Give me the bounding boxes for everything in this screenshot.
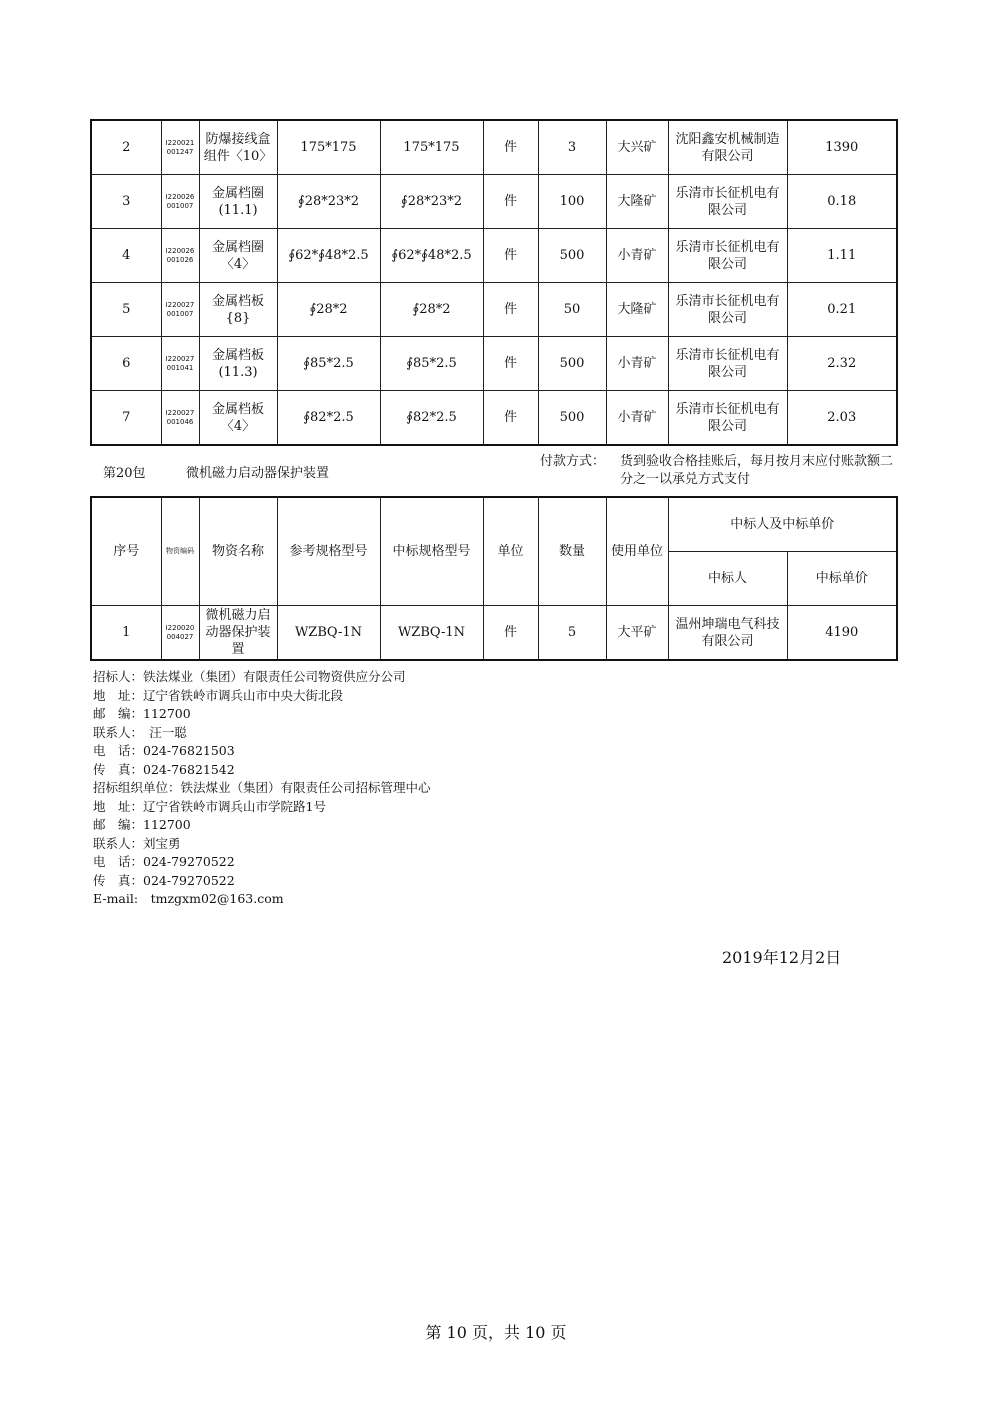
page-footer: 第 10 页，共 10 页 bbox=[425, 1323, 567, 1342]
cell-name: 金属档板〈4〉 bbox=[199, 391, 277, 446]
cell-winner: 乐清市长征机电有限公司 bbox=[668, 229, 787, 283]
cell-bid-spec: WZBQ-1N bbox=[380, 606, 483, 661]
cell-no: 7 bbox=[91, 391, 161, 446]
header-name: 物资名称 bbox=[199, 497, 277, 606]
cell-price: 2.03 bbox=[787, 391, 897, 446]
material-code-part2: 001247 bbox=[166, 147, 194, 156]
cell-unit: 件 bbox=[483, 175, 538, 229]
cell-user: 小青矿 bbox=[606, 391, 668, 446]
table-row bbox=[91, 337, 897, 391]
cell-unit: 件 bbox=[483, 283, 538, 337]
cell-no: 2 bbox=[91, 120, 161, 175]
table-row bbox=[91, 283, 897, 337]
cell-code bbox=[161, 229, 199, 283]
cell-bid-spec: 175*175 bbox=[380, 120, 483, 175]
cell-qty: 500 bbox=[538, 391, 606, 446]
cell-winner: 乐清市长征机电有限公司 bbox=[668, 175, 787, 229]
material-code-part1: I220027 bbox=[165, 408, 195, 417]
contact-line: 邮 编：112700 bbox=[93, 817, 191, 832]
cell-qty: 5 bbox=[538, 606, 606, 661]
cell-qty: 500 bbox=[538, 229, 606, 283]
cell-winner: 乐清市长征机电有限公司 bbox=[668, 391, 787, 446]
contact-info bbox=[93, 668, 431, 909]
header-bid-spec: 中标规格型号 bbox=[380, 497, 483, 606]
cell-name: 防爆接线盒组件〈10〉 bbox=[199, 120, 277, 175]
cell-price: 0.21 bbox=[787, 283, 897, 337]
table-row bbox=[91, 175, 897, 229]
cell-bid-spec: ∮28*2 bbox=[380, 283, 483, 337]
cell-name: 金属档圈〈4〉 bbox=[199, 229, 277, 283]
cell-code bbox=[161, 175, 199, 229]
material-code-part2: 004027 bbox=[166, 632, 194, 641]
material-code-part2: 001007 bbox=[166, 309, 194, 318]
header-winner-group: 中标人及中标单价 bbox=[668, 497, 897, 552]
cell-ref-spec: 175*175 bbox=[277, 120, 380, 175]
contact-line: E-mail: tmzgxm02@163.com bbox=[93, 891, 284, 906]
cell-code bbox=[161, 391, 199, 446]
cell-bid-spec: ∮85*2.5 bbox=[380, 337, 483, 391]
cell-code bbox=[161, 283, 199, 337]
material-code-part1: I220027 bbox=[165, 300, 195, 309]
cell-price: 0.18 bbox=[787, 175, 897, 229]
cell-no: 3 bbox=[91, 175, 161, 229]
cell-name: 金属档板{8} bbox=[199, 283, 277, 337]
contact-line: 联系人：刘宝勇 bbox=[93, 835, 181, 851]
table-row bbox=[91, 606, 897, 661]
table-row bbox=[91, 229, 897, 283]
material-code-part2: 001007 bbox=[166, 201, 194, 210]
cell-price: 1.11 bbox=[787, 229, 897, 283]
cell-code bbox=[161, 337, 199, 391]
cell-winner: 温州坤瑞电气科技有限公司 bbox=[668, 606, 787, 661]
cell-name: 微机磁力启动器保护装置 bbox=[199, 606, 277, 661]
award-table-package-20 bbox=[90, 496, 898, 661]
cell-price: 1390 bbox=[787, 120, 897, 175]
contact-line: 传 真：024-79270522 bbox=[93, 872, 235, 888]
cell-no: 4 bbox=[91, 229, 161, 283]
cell-user: 小青矿 bbox=[606, 229, 668, 283]
contact-line: 招标人：铁法煤业（集团）有限责任公司物资供应分公司 bbox=[93, 669, 406, 684]
cell-unit: 件 bbox=[483, 229, 538, 283]
cell-ref-spec: ∮62*∮48*2.5 bbox=[277, 229, 380, 283]
cell-qty: 50 bbox=[538, 283, 606, 337]
header-no: 序号 bbox=[91, 497, 161, 606]
cell-winner: 乐清市长征机电有限公司 bbox=[668, 283, 787, 337]
material-code-part1: I220027 bbox=[165, 354, 195, 363]
material-code-part2: 001046 bbox=[166, 417, 194, 426]
material-code-part1: I220026 bbox=[165, 192, 195, 201]
header-code: 物资编码 bbox=[161, 497, 199, 606]
cell-name: 金属档圈(11.1) bbox=[199, 175, 277, 229]
contact-line: 电 话：024-76821503 bbox=[93, 743, 235, 758]
material-code-part1: I220020 bbox=[165, 623, 195, 632]
cell-user: 小青矿 bbox=[606, 337, 668, 391]
header-unit: 单位 bbox=[483, 497, 538, 606]
package-label: 第20包 bbox=[103, 466, 146, 481]
cell-user: 大隆矿 bbox=[606, 283, 668, 337]
cell-ref-spec: ∮85*2.5 bbox=[277, 337, 380, 391]
header-winner: 中标人 bbox=[668, 552, 787, 606]
cell-qty: 3 bbox=[538, 120, 606, 175]
award-table-continued bbox=[90, 119, 898, 446]
payment-label: 付款方式： bbox=[540, 454, 606, 469]
table-row bbox=[91, 120, 897, 175]
contact-line: 联系人： 汪一聪 bbox=[93, 724, 187, 740]
cell-price: 2.32 bbox=[787, 337, 897, 391]
cell-qty: 500 bbox=[538, 337, 606, 391]
cell-qty: 100 bbox=[538, 175, 606, 229]
contact-line: 地 址：辽宁省铁岭市调兵山市学院路1号 bbox=[93, 798, 326, 814]
cell-unit: 件 bbox=[483, 337, 538, 391]
cell-winner: 沈阳鑫安机械制造有限公司 bbox=[668, 120, 787, 175]
cell-price: 4190 bbox=[787, 606, 897, 661]
contact-line: 电 话：024-79270522 bbox=[93, 854, 235, 869]
cell-ref-spec: WZBQ-1N bbox=[277, 606, 380, 661]
package-title: 微机磁力启动器保护装置 bbox=[186, 466, 330, 481]
material-code-part2: 001026 bbox=[166, 255, 194, 264]
cell-unit: 件 bbox=[483, 606, 538, 661]
header-price: 中标单价 bbox=[787, 552, 897, 606]
payment-terms bbox=[540, 453, 900, 489]
cell-code bbox=[161, 120, 199, 175]
document-date: 2019年12月2日 bbox=[722, 948, 842, 967]
contact-line: 招标组织单位：铁法煤业（集团）有限责任公司招标管理中心 bbox=[93, 780, 431, 795]
cell-winner: 乐清市长征机电有限公司 bbox=[668, 337, 787, 391]
contact-line: 传 真：024-76821542 bbox=[93, 761, 235, 777]
cell-ref-spec: ∮28*2 bbox=[277, 283, 380, 337]
cell-bid-spec: ∮28*23*2 bbox=[380, 175, 483, 229]
contact-line: 地 址：辽宁省铁岭市调兵山市中央大街北段 bbox=[93, 687, 344, 703]
material-code-part1: I220021 bbox=[165, 138, 195, 147]
table-row bbox=[91, 391, 897, 446]
cell-no: 1 bbox=[91, 606, 161, 661]
material-code-part1: I220026 bbox=[165, 246, 195, 255]
header-ref-spec: 参考规格型号 bbox=[277, 497, 380, 606]
cell-name: 金属档板(11.3) bbox=[199, 337, 277, 391]
cell-unit: 件 bbox=[483, 391, 538, 446]
material-code-part2: 001041 bbox=[166, 363, 194, 372]
header-qty: 数量 bbox=[538, 497, 606, 606]
cell-user: 大平矿 bbox=[606, 606, 668, 661]
cell-ref-spec: ∮82*2.5 bbox=[277, 391, 380, 446]
cell-no: 6 bbox=[91, 337, 161, 391]
contact-line: 邮 编：112700 bbox=[93, 706, 191, 721]
header-user: 使用单位 bbox=[606, 497, 668, 606]
payment-text: 货到验收合格挂账后，每月按月末应付账款额二分之一以承兑方式支付 bbox=[620, 454, 894, 487]
cell-code bbox=[161, 606, 199, 661]
cell-user: 大兴矿 bbox=[606, 120, 668, 175]
cell-ref-spec: ∮28*23*2 bbox=[277, 175, 380, 229]
cell-unit: 件 bbox=[483, 120, 538, 175]
cell-bid-spec: ∮62*∮48*2.5 bbox=[380, 229, 483, 283]
cell-no: 5 bbox=[91, 283, 161, 337]
cell-user: 大隆矿 bbox=[606, 175, 668, 229]
cell-bid-spec: ∮82*2.5 bbox=[380, 391, 483, 446]
